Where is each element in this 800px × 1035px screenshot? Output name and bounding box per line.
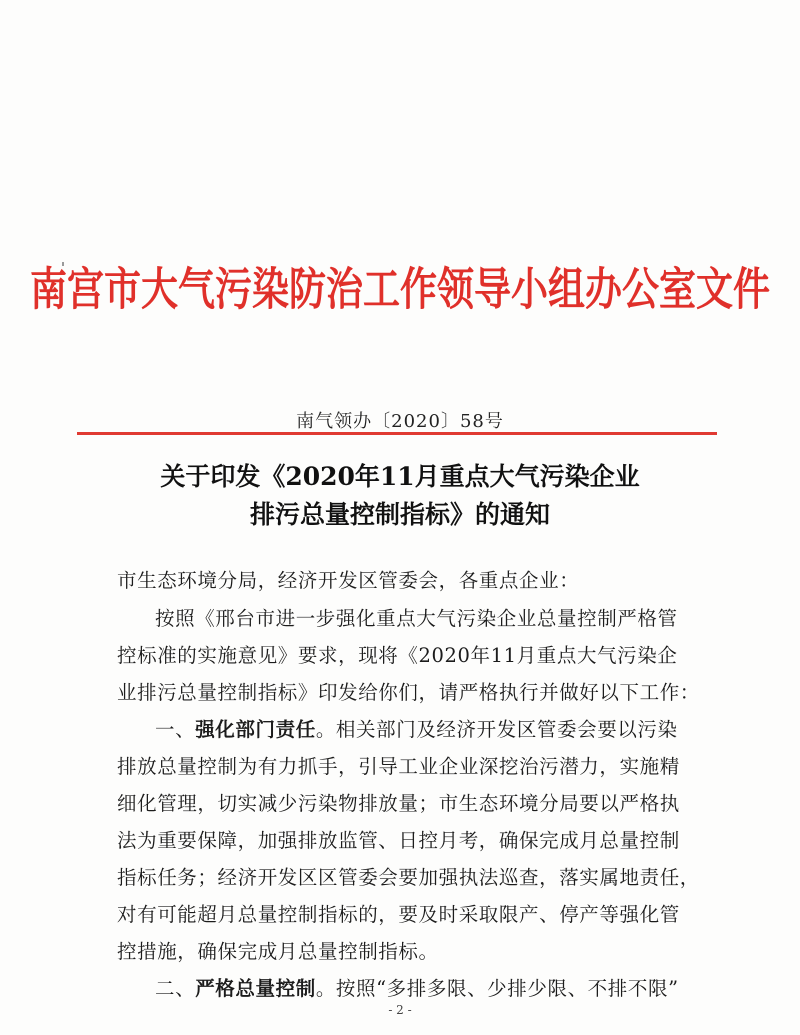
- salutation: 市生态环境分局，经济开发区管委会，各重点企业：: [117, 569, 580, 592]
- issuing-authority-header: 南宫市大气污染防治工作领导小组办公室文件: [30, 262, 770, 316]
- section-1-line: 法为重要保障，加强排放监管、日控月考，确保完成月总量控制: [117, 829, 680, 852]
- intro-line: 控标准的实施意见》要求，现将《2020年11月重点大气污染企: [117, 644, 678, 667]
- red-divider-line: [77, 432, 717, 435]
- section-1-number: 一、: [155, 718, 196, 741]
- section-1-line: 对有可能超月总量控制指标的，要及时采取限产、停产等强化管: [117, 903, 680, 926]
- section-2-heading: 严格总量控制: [195, 977, 316, 1000]
- section-1-text: 。相关部门及经济开发区管委会要以污染: [315, 718, 678, 741]
- section-1-line: 控措施，确保完成月总量控制指标。: [117, 940, 439, 963]
- intro-line: 按照《邢台市进一步强化重点大气污染企业总量控制严格管: [155, 607, 678, 630]
- section-1-line: 排放总量控制为有力抓手，引导工业企业深挖治污潜力，实施精: [117, 755, 680, 778]
- notice-title-line-2: 排污总量控制指标》的通知: [249, 500, 550, 529]
- section-2-first-line: [155, 973, 679, 1001]
- section-2-text: 。按照“多排多限、少排少限、不排不限”: [315, 977, 679, 1000]
- section-1-heading: 强化部门责任: [195, 718, 316, 741]
- section-1-line: 指标任务；经济开发区区管委会要加强执法巡查，落实属地责任，: [117, 866, 700, 889]
- page-number: - 2 -: [388, 1003, 412, 1017]
- section-2-number: 二、: [155, 977, 196, 1000]
- section-1-first-line: [155, 714, 678, 742]
- document-number: 南气领办〔2020〕58号: [296, 411, 504, 432]
- section-1-line: 细化管理，切实减少污染物排放量；市生态环境分局要以严格执: [117, 792, 680, 815]
- notice-title-line-1: 关于印发《2020年11月重点大气污染企业: [160, 462, 640, 491]
- intro-line: 业排污总量控制指标》印发给你们，请严格执行并做好以下工作：: [117, 681, 700, 704]
